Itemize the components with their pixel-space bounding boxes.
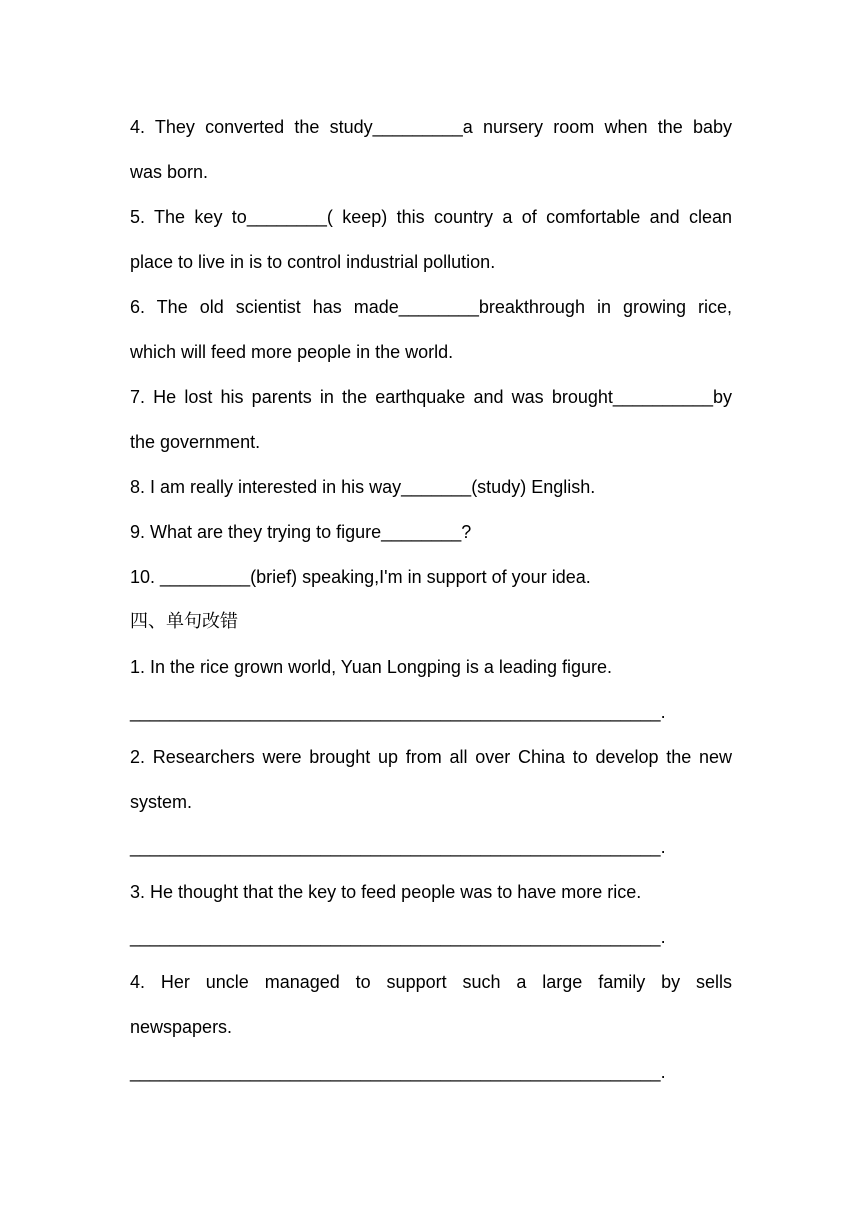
question-6-line-2: which will feed more people in the world. <box>130 342 454 362</box>
question-6-line-1: 6. The old scientist has made________breakthrough in growing rice, <box>130 297 732 317</box>
question-8: 8. I am really interested in his way_______(study) English. <box>130 477 596 497</box>
question-5-line-2: place to live in is to control industrial pollution. <box>130 252 496 272</box>
correction-3-line-1: 3. He thought that the key to feed people was to have more rice. <box>130 882 642 902</box>
question-7-line-1: 7. He lost his parents in the earthquake and was brought__________by <box>130 387 732 407</box>
question-5-line-1: 5. The key to________( keep) this country a of comfortable and clean <box>130 207 732 227</box>
correction-4-line-2: newspapers. <box>130 1017 233 1037</box>
question-7-line-2: the government. <box>130 432 261 452</box>
correction-4-line-1: 4. Her uncle managed to support such a large family by sells <box>130 972 732 992</box>
section-heading: 四、单句改错 <box>130 611 238 632</box>
correction-2-line-2: system. <box>130 792 193 812</box>
question-4-line-1: 4. They converted the study_________a nursery room when the baby <box>130 117 732 137</box>
correction-1-answer-line: _____________________________________________________. <box>130 702 666 722</box>
correction-1-line-1: 1. In the rice grown world, Yuan Longping is a leading figure. <box>130 657 612 677</box>
correction-4-answer-line: _____________________________________________________. <box>130 1062 666 1082</box>
question-10: 10. _________(brief) speaking,I'm in support of your idea. <box>130 567 591 587</box>
question-4-line-2: was born. <box>130 162 209 182</box>
correction-2-answer-line: _____________________________________________________. <box>130 837 666 857</box>
correction-2-line-1: 2. Researchers were brought up from all over China to develop the new <box>130 747 732 767</box>
correction-3-answer-line: _____________________________________________________. <box>130 927 666 947</box>
question-9: 9. What are they trying to figure________? <box>130 522 472 542</box>
